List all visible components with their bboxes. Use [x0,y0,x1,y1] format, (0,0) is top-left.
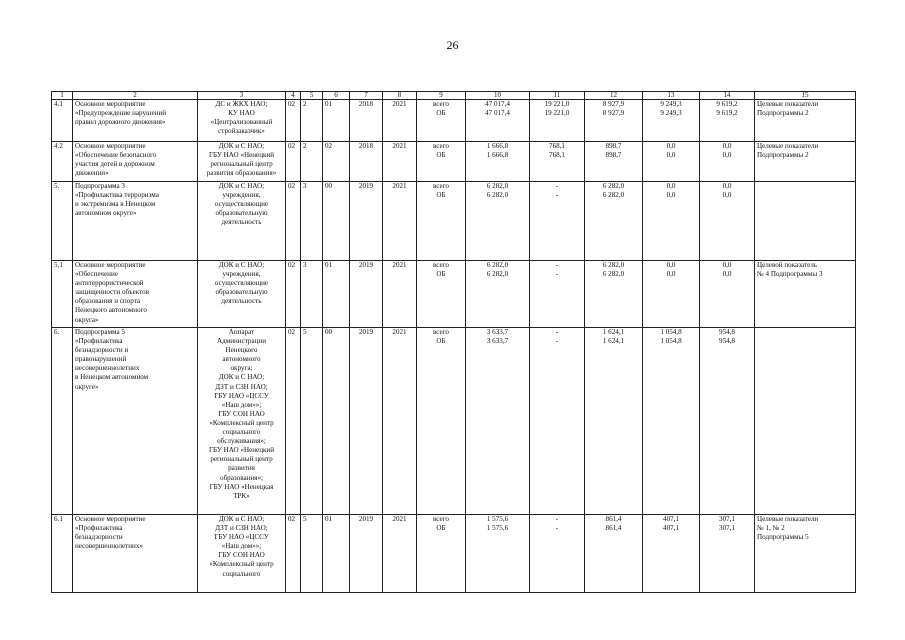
amount-2018 [530,261,585,328]
header-cell-7: 7 [350,92,383,100]
amount-total-line: 1 575,6 [486,515,509,523]
executor [198,261,286,328]
funding-source [417,100,466,142]
row-number: 6. [52,328,73,515]
amount-2019 [585,328,643,515]
executor-line: ДОК и С НАО; [218,373,265,382]
amount-total [466,142,530,182]
executor-line: «Централизованный [210,118,273,127]
amount-2021 [700,515,755,593]
amount-2018-line: - [555,270,559,279]
target-indicators-line: Подпрограммы 2 [757,109,809,118]
target-indicators-line: № 1, № 2 [757,524,785,533]
funding-source-line: ОБ [436,270,446,279]
target-indicators-line: Подпрограммы 5 [757,533,809,542]
executor [198,182,286,261]
code-section: 02 [286,328,301,515]
amount-2019 [585,261,643,328]
amount-total [466,182,530,261]
amount-2018 [530,328,585,515]
measure-name-line: «Обеспечение безопасного [75,151,157,160]
code-subprogram: 2 [301,142,323,182]
measure-name-line: и экстремизма в Ненецком [75,200,156,209]
measure-name-line: округе» [75,382,99,391]
measure-name-line: Подпрограмма 5 [75,328,125,336]
executor-line: ГБУ СОН НАО [218,409,265,418]
executor-line: развития [228,464,255,473]
funding-source-line: всего [433,142,449,150]
amount-2018-line: 768,1 [549,142,565,150]
measure-name-line: Основное мероприятие [75,515,146,523]
code-measure: 01 [323,515,350,593]
amount-2019-line: 8 927,9 [602,100,625,108]
measure-name-line: защищенности объектов [75,288,150,297]
target-indicators-line: Целевые показатели [757,100,819,108]
executor-line: Аппарат [228,328,255,336]
amount-total-line: 1 666,8 [486,151,509,160]
amount-2020-line: 0,0 [666,151,676,160]
executor-line: автономного [222,355,261,364]
executor-line: осуществляющие [214,200,269,209]
amount-2021-line: 0,0 [722,142,732,150]
funding-source-line: ОБ [436,337,446,346]
amount-2020 [643,182,700,261]
amount-2018-line: 768,1 [549,151,565,160]
target-indicators-line: № 4 Подпрограммы 3 [757,270,823,279]
code-measure: 00 [323,182,350,261]
amount-total [466,328,530,515]
funding-source-line: всего [433,515,449,523]
executor-line: ГБУ НАО «ЦССУ [214,533,269,542]
executor-line: ГБУ СОН НАО [218,551,265,560]
start-year: 2019 [350,328,383,515]
amount-total [466,515,530,593]
measure-name-line: безнадзорности и [75,346,129,355]
amount-2018-line: 19 221,0 [544,100,570,108]
funding-source [417,328,466,515]
row-number: 4.1 [52,100,73,142]
code-section: 02 [286,142,301,182]
code-subprogram: 5 [301,515,323,593]
measure-name-line: Подпрограмма 3 [75,182,125,190]
code-measure: 00 [323,328,350,515]
amount-2019 [585,142,643,182]
measure-name [73,261,198,328]
amount-2021-line: 0,0 [722,261,732,269]
end-year: 2021 [383,261,417,328]
amount-2020 [643,515,700,593]
amount-2020-line: 407,1 [663,515,679,523]
target-indicators [755,261,856,328]
measure-name-line: несовершеннолетних» [75,542,143,551]
executor [198,328,286,515]
measure-name-line: несовершеннолетних [75,364,140,373]
amount-2018-line: - [555,182,559,190]
executor-line: «Комплексный центр [209,418,274,427]
amount-2020-line: 9 249,3 [660,100,682,108]
start-year: 2018 [350,142,383,182]
amount-total-line: 3 633,7 [486,328,509,336]
header-cell-1: 1 [52,92,73,100]
header-cell-10: 10 [466,92,530,100]
amount-2018-line: - [555,191,559,200]
amount-2021-line: 0,0 [722,151,732,160]
measure-name-line: автономном округе» [75,209,137,218]
code-subprogram: 5 [301,328,323,515]
amount-2021-line: 0,0 [722,191,732,200]
amount-2021-line: 0,0 [722,270,732,279]
amount-2021 [700,182,755,261]
amount-2021-line: 307,1 [719,515,735,523]
executor-line: ДЗТ и СЗН НАО; [215,524,268,533]
amount-total-line: 3 633,7 [486,337,509,346]
amount-2021 [700,142,755,182]
amount-total-line: 1 666,8 [486,142,509,150]
amount-total-line: 47 017,4 [485,109,510,118]
header-cell-15: 15 [755,92,856,100]
amount-2020-line: 0,0 [666,182,676,190]
amount-2021-line: 9 619,2 [716,109,738,118]
amount-2018-line: - [555,337,559,346]
amount-2019 [585,100,643,142]
amount-2018-line: - [555,328,559,336]
header-cell-3: 3 [198,92,286,100]
amount-2018-line: - [555,261,559,269]
executor-line: ГБУ НАО «Ненецкий [208,446,275,455]
measure-name-line: образования и спорта [75,297,141,306]
amount-total-line: 1 575,6 [486,524,509,533]
measure-name-line: движении» [75,169,109,178]
amount-2021 [700,328,755,515]
amount-2021-line: 307,1 [719,524,735,533]
start-year: 2018 [350,100,383,142]
amount-2020 [643,328,700,515]
executor-line: осуществляющие [214,279,269,288]
measure-name-line: безнадзорности [75,533,123,542]
measure-name-line: Основное мероприятие [75,142,146,150]
start-year: 2019 [350,261,383,328]
amount-2019-line: 6 282,0 [602,182,625,190]
amount-2019-line: 6 282,0 [602,261,625,269]
executor-line: округа; [230,364,253,373]
table-row [52,328,856,515]
amount-2020-line: 407,1 [663,524,679,533]
start-year: 2019 [350,515,383,593]
amount-2018 [530,515,585,593]
target-indicators-line: Подпрограммы 2 [757,151,809,160]
amount-2018-line: 19 221,0 [544,109,570,118]
amount-2021-line: 9 619,2 [716,100,738,108]
header-cell-4: 4 [286,92,301,100]
amount-2019-line: 1 624,1 [602,337,625,346]
measure-name-line: «Обеспечение [75,270,118,279]
amount-total-line: 6 282,0 [486,191,509,200]
amount-total-line: 6 282,0 [486,270,509,279]
amount-2021-line: 954,8 [719,328,735,336]
executor-line: образовательную [215,209,268,218]
executor-line: ДОК и С НАО; [218,515,265,523]
amount-2020 [643,261,700,328]
code-subprogram: 2 [301,100,323,142]
amount-2019-line: 8 927,9 [602,109,625,118]
amount-2020-line: 9 249,3 [660,109,682,118]
code-subprogram: 3 [301,182,323,261]
amount-2019-line: 898,7 [605,151,622,160]
code-section: 02 [286,261,301,328]
funding-source [417,261,466,328]
measure-name-line: в Ненецком автономном [75,373,149,382]
row-number: 5. [52,182,73,261]
target-indicators [755,328,856,515]
executor [198,515,286,593]
row-number: 5.1 [52,261,73,328]
measure-name-line: участия детей в дорожном [75,160,155,169]
funding-source-line: ОБ [436,191,446,200]
measure-name-line: «Профилактика [75,524,123,533]
amount-2020-line: 0,0 [666,191,676,200]
amount-2021 [700,100,755,142]
amount-2020 [643,142,700,182]
amount-2020-line: 1 054,8 [660,328,682,336]
amount-2020-line: 0,0 [666,142,676,150]
measure-name-line: Основное мероприятие [75,261,146,269]
measure-name-line: «Профилактика [75,337,123,346]
funding-source-line: всего [433,182,449,190]
funding-source [417,515,466,593]
table-row [52,515,856,593]
executor-line: образования»; [220,473,263,482]
amount-2018 [530,182,585,261]
funding-source-line: ОБ [436,151,446,160]
program-table [51,91,856,593]
executor-line: учреждения, [222,191,261,200]
measure-name-line: Основное мероприятие [75,100,146,108]
executor-line: ГБУ НАО «Ненецкая [209,482,274,491]
table-row [52,182,856,261]
amount-total [466,261,530,328]
target-indicators-line: Целевые показатели [757,515,819,523]
code-section: 02 [286,100,301,142]
executor [198,142,286,182]
funding-source-line: ОБ [436,109,446,118]
executor-line: деятельность [221,218,262,227]
measure-name-line: антитеррористической [75,279,144,288]
amount-total [466,100,530,142]
executor-line: социального [222,569,261,578]
target-indicators [755,142,856,182]
table-row [52,100,856,142]
measure-name-line: «Профилактика терроризма [75,191,159,200]
funding-source-line: ОБ [436,524,446,533]
header-cell-2: 2 [73,92,198,100]
amount-2018-line: - [555,515,559,523]
executor [198,100,286,142]
amount-2021-line: 0,0 [722,182,732,190]
amount-2018 [530,100,585,142]
header-cell-9: 9 [417,92,466,100]
executor-line: ДОК и С НАО; [218,261,265,269]
funding-source [417,142,466,182]
amount-2020 [643,100,700,142]
row-number: 4.2 [52,142,73,182]
end-year: 2021 [383,142,417,182]
amount-total-line: 6 282,0 [486,261,509,269]
executor-line: региональный центр [210,455,273,464]
measure-name-line: Ненецкого автономного [75,306,147,315]
header-cell-11: 11 [530,92,585,100]
executor-line: «Комплексный центр [209,560,274,569]
table-row [52,261,856,328]
amount-2019 [585,182,643,261]
executor-line: образовательную [215,288,268,297]
amount-2019-line: 1 624,1 [602,328,625,336]
measure-name [73,182,198,261]
measure-name-line: «Предупреждение нарушений [75,109,167,118]
amount-2019-line: 6 282,0 [602,191,625,200]
executor-line: ДОК и С НАО; [218,142,265,150]
code-section: 02 [286,515,301,593]
header-cell-14: 14 [700,92,755,100]
measure-name-line: округа» [75,315,99,324]
code-measure: 01 [323,261,350,328]
amount-2020-line: 1 054,8 [660,337,682,346]
header-cell-6: 6 [323,92,350,100]
code-measure: 02 [323,142,350,182]
executor-line: деятельность [221,297,262,306]
measure-name-line: правонарушений [75,355,127,364]
start-year: 2019 [350,182,383,261]
row-number: 6.1 [52,515,73,593]
funding-source-line: всего [433,261,449,269]
amount-2020-line: 0,0 [666,261,676,269]
executor-line: развития образования» [206,169,277,178]
executor-line: учреждения, [222,270,261,279]
amount-2019-line: 898,7 [605,142,622,150]
header-cell-8: 8 [383,92,417,100]
amount-total-line: 47 017,4 [485,100,510,108]
funding-source-line: всего [433,328,449,336]
amount-2018 [530,142,585,182]
amount-2021-line: 954,8 [719,337,735,346]
executor-line: ГБУ НАО «Ненецкий [208,151,275,160]
header-cell-13: 13 [643,92,700,100]
funding-source [417,182,466,261]
executor-line: социального [222,428,261,437]
end-year: 2021 [383,182,417,261]
executor-line: региональный центр [210,160,273,169]
target-indicators-line: Целевые показатели [757,142,819,150]
amount-total-line: 6 282,0 [486,182,509,190]
executor-line: ДЗТ и СЗН НАО; [215,382,268,391]
measure-name [73,100,198,142]
executor-line: ТРК» [233,491,250,500]
executor-line: обслуживания»; [217,437,266,446]
executor-line: КУ НАО [228,109,255,118]
header-cell-5: 5 [301,92,323,100]
header-row [52,92,856,100]
amount-2021 [700,261,755,328]
code-measure: 01 [323,100,350,142]
end-year: 2021 [383,515,417,593]
executor-line: ДОК и С НАО; [218,182,265,190]
amount-2019-line: 861,4 [605,524,622,533]
target-indicators [755,100,856,142]
amount-2018-line: - [555,524,559,533]
table-row [52,142,856,182]
amount-2019-line: 6 282,0 [602,270,625,279]
measure-name [73,142,198,182]
page-number: 26 [446,38,459,52]
target-indicators-line: Целевой показатель [757,261,817,269]
executor-line: Ненецкого [225,346,258,355]
executor-line: Администрации [216,337,267,346]
executor-line: стройзаказчик» [218,127,265,136]
header-cell-12: 12 [585,92,643,100]
amount-2020-line: 0,0 [666,270,676,279]
executor-line: «Наш дом»»; [221,542,262,551]
measure-name [73,328,198,515]
code-subprogram: 3 [301,261,323,328]
end-year: 2021 [383,328,417,515]
measure-name [73,515,198,593]
executor-line: ГБУ НАО «ЦССУ [214,391,269,400]
executor-line: ДС и ЖКХ НАО; [215,100,268,108]
code-section: 02 [286,182,301,261]
amount-2019-line: 861,4 [605,515,622,523]
measure-name-line: правил дорожного движения» [75,118,166,127]
target-indicators [755,515,856,593]
funding-source-line: всего [433,100,449,108]
executor-line: «Наш дом»»; [221,400,262,409]
target-indicators [755,182,856,261]
amount-2019 [585,515,643,593]
end-year: 2021 [383,100,417,142]
